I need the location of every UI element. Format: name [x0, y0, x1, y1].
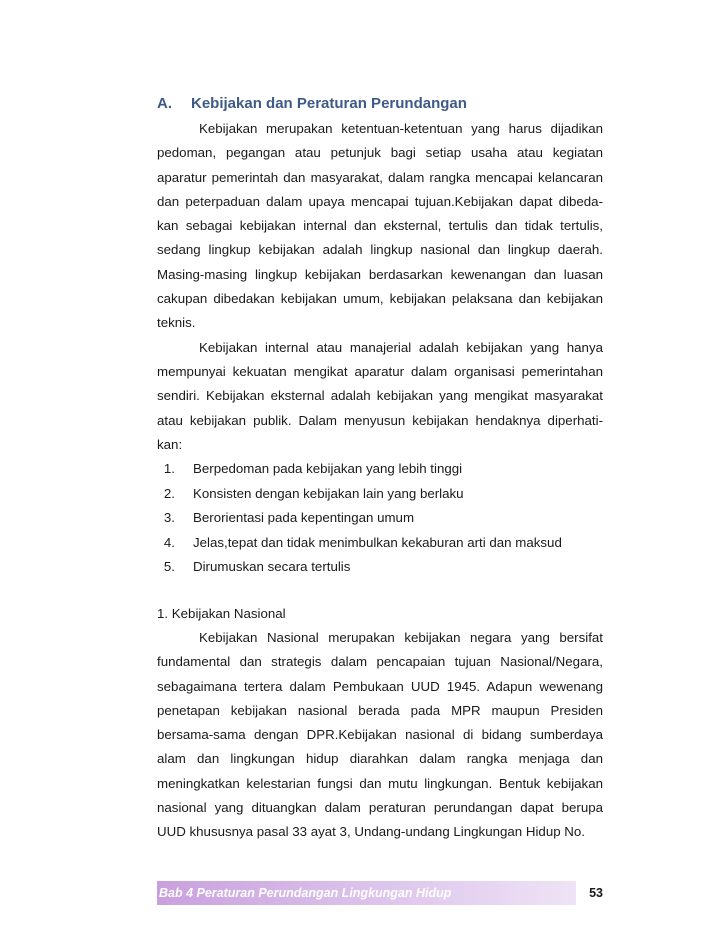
list-item: [157, 506, 603, 531]
list-number: 2.: [163, 485, 175, 501]
list-text: Jelas,tepat dan tidak menimbulkan kekaburan arti dan maksud: [193, 534, 562, 550]
spacer: [157, 580, 603, 602]
list-number: 3.: [163, 510, 175, 526]
footer-bar: [157, 881, 576, 905]
list-text: Konsisten dengan kebijakan lain yang berlaku: [193, 485, 464, 501]
list-item: [157, 531, 603, 556]
list-item: [157, 555, 603, 580]
page-content: [157, 93, 603, 845]
list-number: 5.: [163, 559, 175, 575]
list-item: [157, 457, 603, 482]
section-heading: [157, 93, 603, 115]
list-text: Berpedoman pada kebijakan yang lebih tinggi: [193, 461, 463, 477]
page-footer: [157, 881, 603, 905]
section-title: Kebijakan dan Peraturan Perundangan: [191, 95, 467, 112]
criteria-list: [157, 457, 603, 580]
paragraph-national-policy: Kebijakan Nasional merupakan kebijakan negara yang bersifat fundamental dan strategis dalam pencapaian tujuan Nasional/Negara, sebagaimana tertera dalam Pembukaan UUD 1945. Adapun wewenang penetapan kebijakan nasional berada pada MPR maupun Presiden bersama-sama dengan DPR.Kebijakan nasional di bidang sumberdaya alam dan lingkungan hidup diarahkan dalam rangka menjaga dan meningkatkan kelestarian fungsi dan mutu lingkungan. Bentuk kebijakan nasional yang dituangkan dalam peraturan perundangan dapat berupa UUD khususnya pasal 33 ayat 3, Undang-undang Lingkungan Hidup No.: [157, 629, 603, 840]
list-text: Dirumuskan secara tertulis: [193, 559, 351, 575]
subsection-title: 1. Kebijakan Nasional: [157, 605, 286, 621]
list-item: [157, 482, 603, 507]
footer-chapter-title: Bab 4 Peraturan Perundangan Lingkungan Hidup: [159, 886, 452, 900]
list-number: 4.: [163, 534, 175, 550]
list-text: Berorientasi pada kepentingan umum: [193, 510, 415, 526]
section-letter: A.: [157, 95, 172, 112]
paragraph-definition: Kebijakan merupakan ketentuan-ketentuan yang harus dijadikan pedoman, pegangan atau petunjuk bagi setiap usaha atau kegiatan aparatur pemerintah dan masyarakat, dalam rangka mencapai kelancaran dan peterpaduan dalam upaya mencapai tujuan.Kebijakan dapat dibeda-kan sebagai kebijakan internal dan eksternal, tertulis dan tidak tertulis, sedang lingkup kebijakan adalah lingkup nasional dan lingkup daerah. Masing-masing lingkup kebijakan berdasarkan kewenangan dan luasan cakupan dibedakan kebijakan umum, kebijakan pelaksana dan kebijakan teknis.: [157, 121, 603, 331]
paragraph-internal-external: Kebijakan internal atau manajerial adalah kebijakan yang hanya mempunyai kekuatan mengikat aparatur dalam organisasi pemerintahan sendiri. Kebijakan eksternal adalah kebijakan yang mengikat masyarakat atau kebijakan publik. Dalam menyusun kebijakan hendaknya diperhati-kan:: [157, 339, 603, 452]
page-number: 53: [589, 886, 603, 900]
list-number: 1.: [163, 461, 175, 477]
